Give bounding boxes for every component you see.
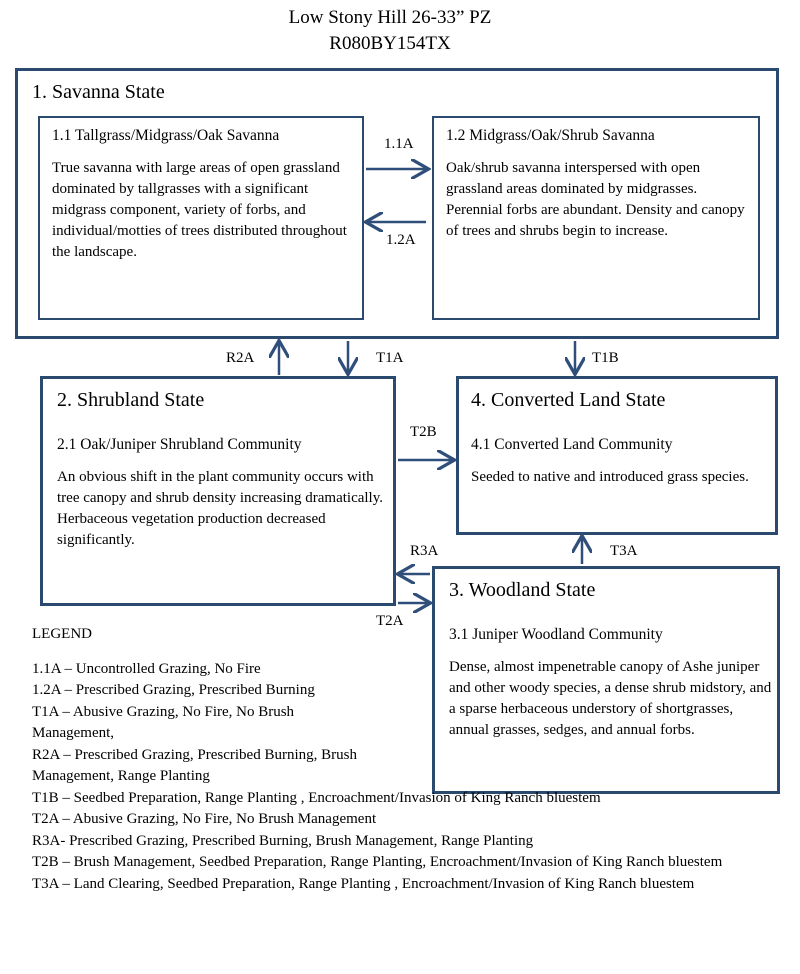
legend-item: 1.2A – Prescribed Grazing, Prescribed Burning <box>32 682 315 698</box>
legend-item: T1A – Abusive Grazing, No Fire, No Brush Management, <box>32 703 295 741</box>
legend-item: 1.1A – Uncontrolled Grazing, No Fire <box>32 660 261 677</box>
community-3-1-description: Dense, almost impenetrable canopy of Ashe juniper and other woody species, a dense shrub midstory, and a sparse herbaceous understory of shortgrasses, annual grasses, sedges, and annual forbs. <box>449 659 772 738</box>
label-T1A: T1A <box>376 350 404 366</box>
label-R3A: R3A <box>410 543 439 559</box>
legend-title: LEGEND <box>32 626 92 642</box>
savanna-state-title: 1. Savanna State <box>32 81 165 103</box>
legend-item: T1B – Seedbed Preparation, Range Planting , Encroachment/Invasion of King Ranch bluestem <box>32 789 601 806</box>
label-T1B: T1B <box>592 350 619 366</box>
diagram-subtitle: R080BY154TX <box>329 33 451 54</box>
legend-item: T2A – Abusive Grazing, No Fire, No Brush Management <box>32 811 377 827</box>
label-T3A: T3A <box>610 543 638 559</box>
woodland-state-title: 3. Woodland State <box>449 579 596 601</box>
community-1-2-title: 1.2 Midgrass/Oak/Shrub Savanna <box>446 127 655 144</box>
legend-item: T3A – Land Clearing, Seedbed Preparation, Range Planting , Encroachment/Invasion of King Ranch bluestem <box>32 875 695 892</box>
community-3-1-title: 3.1 Juniper Woodland Community <box>449 626 663 643</box>
community-2-1-description: An obvious shift in the plant community occurs with tree canopy and shrub density increasing dramatically. Herbaceous vegetation production decreased significantly. <box>57 469 383 548</box>
community-1-1-title: 1.1 Tallgrass/Midgrass/Oak Savanna <box>52 127 280 144</box>
community-2-1-title: 2.1 Oak/Juniper Shrubland Community <box>57 436 302 453</box>
label-1-2A: 1.2A <box>386 232 416 248</box>
diagram-title: Low Stony Hill 26-33” PZ <box>288 7 492 28</box>
label-1-1A: 1.1A <box>384 136 414 152</box>
shrubland-state-title: 2. Shrubland State <box>57 389 205 411</box>
community-1-1-description: True savanna with large areas of open grassland dominated by tallgrasses with a significant midgrass component, variety of forbs, and individual/motties of trees distributed throughout the landscape. <box>52 160 347 260</box>
legend-item: R3A- Prescribed Grazing, Prescribed Burning, Brush Management, Range Planting <box>32 832 534 849</box>
community-4-1-title: 4.1 Converted Land Community <box>471 436 673 453</box>
legend <box>32 624 792 895</box>
legend-item: R2A – Prescribed Grazing, Prescribed Burning, Brush Management, Range Planting <box>32 746 357 784</box>
label-T2A: T2A <box>376 613 404 629</box>
converted-land-state-title: 4. Converted Land State <box>471 389 666 411</box>
legend-item: T2B – Brush Management, Seedbed Preparation, Range Planting, Encroachment/Invasion of King Ranch bluestem <box>32 854 723 870</box>
community-4-1-description: Seeded to native and introduced grass species. <box>471 469 749 485</box>
community-1-2-description: Oak/shrub savanna interspersed with open grassland areas dominated by midgrasses. Perennial forbs are abundant. Density and canopy of trees and shrubs begin to increase. <box>446 160 745 239</box>
label-T2B: T2B <box>410 424 437 440</box>
label-R2A: R2A <box>226 350 255 366</box>
